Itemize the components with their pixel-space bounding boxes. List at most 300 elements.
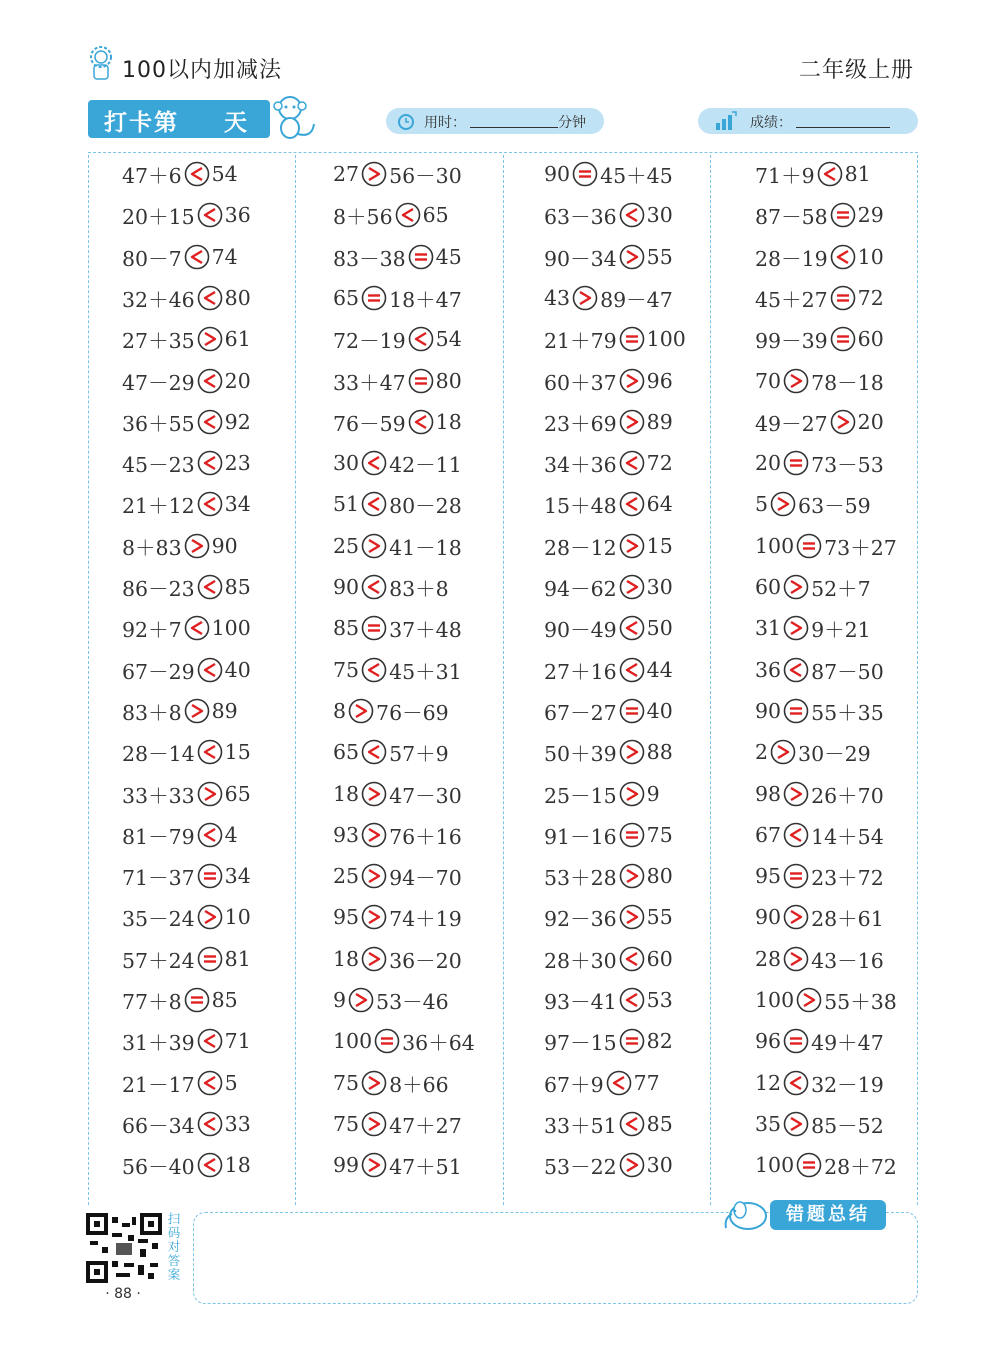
equation-left: 94－62	[544, 577, 617, 601]
greater-than-answer-icon[interactable]	[619, 863, 645, 889]
equation-right: 23＋72	[811, 866, 884, 891]
equation-left: 96	[755, 1029, 782, 1054]
equals-answer-icon[interactable]	[619, 326, 645, 352]
equation-left: 91－16	[544, 824, 617, 849]
equation-left: 36	[755, 657, 782, 682]
equation-right: 18＋47	[389, 287, 462, 312]
equation-row	[544, 655, 673, 685]
equation-left: 35	[755, 1111, 782, 1136]
equation-left: 100	[333, 1029, 373, 1054]
equals-answer-icon[interactable]	[197, 863, 223, 889]
greater-than-answer-icon[interactable]	[361, 161, 387, 187]
equation-row	[755, 1026, 884, 1056]
equation-row	[333, 613, 462, 643]
equation-row	[755, 366, 884, 396]
less-than-answer-icon[interactable]	[197, 1028, 223, 1054]
equation-row	[755, 820, 884, 850]
equals-answer-icon[interactable]	[619, 698, 645, 724]
less-than-answer-icon[interactable]	[783, 657, 809, 683]
equation-left: 28＋30	[544, 948, 617, 973]
equation-right: 32－19	[811, 1072, 884, 1097]
equation-left: 25	[333, 533, 360, 558]
equation-right: 20	[224, 368, 251, 393]
equation-row	[333, 1109, 462, 1139]
equation-row	[755, 737, 871, 767]
greater-than-answer-icon[interactable]	[619, 368, 645, 394]
score-field	[698, 108, 918, 134]
equation-row	[544, 159, 673, 189]
time-blank[interactable]	[470, 127, 558, 128]
checkin-banner	[88, 100, 270, 138]
equation-row	[122, 1150, 251, 1180]
greater-than-answer-icon[interactable]	[783, 946, 809, 972]
equation-left: 75	[333, 1111, 360, 1136]
score-blank[interactable]	[796, 127, 890, 128]
equation-row	[122, 613, 251, 643]
greater-than-answer-icon[interactable]	[197, 904, 223, 930]
column-divider	[295, 155, 296, 1205]
less-than-answer-icon[interactable]	[197, 1070, 223, 1096]
greater-than-answer-icon[interactable]	[619, 409, 645, 435]
equation-left: 95	[755, 864, 782, 889]
equals-answer-icon[interactable]	[796, 533, 822, 559]
equation-row	[333, 1026, 475, 1056]
equation-right: 53－46	[376, 990, 449, 1014]
equals-answer-icon[interactable]	[619, 822, 645, 848]
equation-row	[755, 696, 884, 726]
equation-row	[755, 283, 884, 313]
greater-than-answer-icon[interactable]	[796, 987, 822, 1013]
equation-row	[544, 572, 673, 602]
equation-left: 27	[333, 162, 360, 186]
equals-answer-icon[interactable]	[408, 244, 434, 270]
greater-than-answer-icon[interactable]	[361, 822, 387, 848]
less-than-answer-icon[interactable]	[619, 491, 645, 517]
less-than-answer-icon[interactable]	[361, 739, 387, 765]
equation-left: 93	[333, 822, 360, 847]
equation-row	[122, 1026, 251, 1056]
equation-right: 80	[646, 864, 673, 889]
equation-left: 47－29	[122, 370, 195, 395]
worksheet-left-border	[88, 155, 89, 1205]
equation-left: 90	[333, 575, 360, 599]
equation-left: 28	[755, 946, 782, 971]
less-than-answer-icon[interactable]	[361, 450, 387, 476]
equation-right: 36	[224, 203, 251, 228]
less-than-answer-icon[interactable]	[408, 409, 434, 435]
equation-left: 33＋33	[122, 783, 195, 808]
time-field	[386, 108, 604, 134]
greater-than-answer-icon[interactable]	[361, 1152, 387, 1178]
greater-than-answer-icon[interactable]	[619, 1152, 645, 1178]
equation-right: 61	[224, 327, 251, 352]
equation-left: 21＋12	[122, 494, 195, 519]
equation-right: 30－29	[798, 742, 871, 767]
equation-row	[755, 200, 884, 230]
equation-row	[544, 613, 673, 643]
greater-than-answer-icon[interactable]	[361, 863, 387, 889]
equation-right: 83＋8	[389, 577, 449, 601]
equation-row	[544, 737, 673, 767]
equation-row	[122, 944, 251, 974]
greater-than-answer-icon[interactable]	[783, 781, 809, 807]
equation-right: 20	[857, 409, 884, 434]
equation-row	[333, 200, 449, 230]
greater-than-answer-icon[interactable]	[361, 904, 387, 930]
equation-right: 87－50	[811, 659, 884, 684]
greater-than-answer-icon[interactable]	[572, 285, 598, 311]
less-than-answer-icon[interactable]	[197, 657, 223, 683]
day-label: 天	[224, 110, 247, 136]
equation-row	[122, 489, 251, 519]
equation-left: 95	[333, 905, 360, 930]
equation-left: 50＋39	[544, 742, 617, 767]
equation-row	[544, 861, 673, 891]
less-than-answer-icon[interactable]	[184, 244, 210, 270]
equation-left: 98	[755, 781, 782, 806]
greater-than-answer-icon[interactable]	[361, 1111, 387, 1137]
equation-left: 60	[755, 575, 782, 599]
less-than-answer-icon[interactable]	[197, 450, 223, 476]
less-than-answer-icon[interactable]	[783, 1070, 809, 1096]
equation-row	[755, 655, 884, 685]
equation-row	[122, 324, 251, 354]
equals-answer-icon[interactable]	[408, 368, 434, 394]
greater-than-answer-icon[interactable]	[348, 987, 374, 1013]
equation-right: 96	[646, 368, 673, 393]
less-than-answer-icon[interactable]	[197, 822, 223, 848]
greater-than-answer-icon[interactable]	[619, 244, 645, 270]
equation-left: 36＋55	[122, 411, 195, 436]
equation-right: 10	[857, 244, 884, 269]
equation-left: 27＋16	[544, 659, 617, 684]
equation-row	[544, 820, 673, 850]
equation-row	[544, 1068, 660, 1098]
equation-right: 14＋54	[811, 824, 884, 849]
equation-left: 63－36	[544, 205, 617, 230]
equation-row	[755, 1150, 897, 1180]
equation-row	[544, 902, 673, 932]
less-than-answer-icon[interactable]	[197, 202, 223, 228]
less-than-answer-icon[interactable]	[619, 946, 645, 972]
greater-than-answer-icon[interactable]	[361, 1070, 387, 1096]
equation-row	[755, 159, 871, 189]
less-than-answer-icon[interactable]	[817, 161, 843, 187]
equation-right: 74＋19	[389, 907, 462, 932]
equation-row	[755, 779, 884, 809]
equation-left: 100	[755, 1153, 795, 1178]
equation-row	[544, 283, 673, 313]
less-than-answer-icon[interactable]	[197, 491, 223, 517]
equation-row	[544, 489, 673, 519]
equation-left: 20	[755, 451, 782, 476]
less-than-answer-icon[interactable]	[184, 161, 210, 187]
equation-right: 40	[646, 698, 673, 723]
equals-answer-icon[interactable]	[361, 615, 387, 641]
greater-than-answer-icon[interactable]	[361, 946, 387, 972]
equation-right: 80	[224, 285, 251, 310]
equation-row	[333, 159, 462, 189]
equation-left: 77＋8	[122, 990, 182, 1014]
equals-answer-icon[interactable]	[184, 987, 210, 1013]
greater-than-answer-icon[interactable]	[184, 698, 210, 724]
equation-right: 56－30	[389, 164, 462, 188]
equation-right: 47－30	[389, 783, 462, 808]
equals-answer-icon[interactable]	[374, 1028, 400, 1054]
equation-right: 92	[224, 409, 251, 434]
qr-code-icon[interactable]	[86, 1213, 162, 1283]
equation-right: 55＋35	[811, 700, 884, 725]
less-than-answer-icon[interactable]	[619, 1111, 645, 1137]
greater-than-answer-icon[interactable]	[770, 739, 796, 765]
equation-right: 81	[844, 162, 871, 186]
less-than-answer-icon[interactable]	[619, 987, 645, 1013]
greater-than-answer-icon[interactable]	[361, 781, 387, 807]
equation-row	[122, 985, 238, 1015]
equation-left: 21＋79	[544, 329, 617, 354]
time-label: 用时：	[424, 115, 466, 131]
less-than-answer-icon[interactable]	[197, 739, 223, 765]
equation-left: 100	[755, 533, 795, 558]
mistake-summary-label: 错题总结	[770, 1200, 886, 1230]
equation-left: 30	[333, 451, 360, 476]
equation-right: 36－20	[389, 948, 462, 973]
equation-right: 42－11	[389, 453, 462, 478]
equation-left: 90－49	[544, 618, 617, 643]
equation-left: 45－23	[122, 453, 195, 478]
equation-right: 73＋27	[824, 535, 897, 560]
equation-row	[544, 1026, 673, 1056]
worksheet-top-border	[88, 152, 918, 153]
equation-row	[122, 861, 251, 891]
equals-answer-icon[interactable]	[830, 326, 856, 352]
less-than-answer-icon[interactable]	[619, 202, 645, 228]
equals-answer-icon[interactable]	[796, 1152, 822, 1178]
grade-label: 二年级上册	[798, 58, 914, 83]
alarm-clock-icon	[396, 111, 416, 131]
equation-row	[755, 985, 897, 1015]
greater-than-answer-icon[interactable]	[619, 739, 645, 765]
greater-than-answer-icon[interactable]	[783, 574, 809, 600]
equation-row	[755, 944, 884, 974]
equation-row	[544, 696, 673, 726]
less-than-answer-icon[interactable]	[197, 409, 223, 435]
equation-row	[122, 696, 238, 726]
equation-left: 76－59	[333, 411, 406, 436]
less-than-answer-icon[interactable]	[619, 615, 645, 641]
greater-than-answer-icon[interactable]	[783, 368, 809, 394]
equals-answer-icon[interactable]	[830, 285, 856, 311]
greater-than-answer-icon[interactable]	[619, 533, 645, 559]
equation-row	[755, 448, 884, 478]
equals-answer-icon[interactable]	[783, 450, 809, 476]
equation-right: 55＋38	[824, 990, 897, 1014]
equation-left: 57＋24	[122, 948, 195, 973]
less-than-answer-icon[interactable]	[783, 822, 809, 848]
greater-than-answer-icon[interactable]	[783, 615, 809, 641]
equation-left: 67－29	[122, 659, 195, 684]
equation-left: 49－27	[755, 411, 828, 436]
equation-left: 18	[333, 946, 360, 971]
equation-left: 31＋39	[122, 1031, 195, 1056]
equation-right: 88	[646, 740, 673, 765]
equation-row	[755, 242, 884, 272]
equation-right: 78－18	[811, 370, 884, 395]
equation-right: 81	[224, 946, 251, 971]
page-number: · 88 ·	[105, 1286, 141, 1302]
scan-answer-text: 扫码对答案	[167, 1211, 181, 1282]
equation-row	[333, 985, 449, 1015]
equation-row	[122, 737, 251, 767]
greater-than-answer-icon[interactable]	[348, 698, 374, 724]
equation-right: 43－16	[811, 948, 884, 973]
equation-right: 89	[646, 409, 673, 434]
less-than-answer-icon[interactable]	[830, 244, 856, 270]
elephant-mascot-icon	[718, 1196, 774, 1232]
equation-left: 90	[755, 905, 782, 930]
greater-than-answer-icon[interactable]	[619, 781, 645, 807]
equation-row	[755, 613, 871, 643]
equation-right: 30	[646, 575, 673, 599]
equals-answer-icon[interactable]	[197, 946, 223, 972]
equation-right: 37＋48	[389, 618, 462, 643]
equation-left: 70	[755, 368, 782, 393]
equation-left: 47＋6	[122, 164, 182, 188]
equation-left: 18	[333, 781, 360, 806]
equation-left: 12	[755, 1070, 782, 1095]
equals-answer-icon[interactable]	[783, 698, 809, 724]
equation-left: 51	[333, 492, 360, 517]
equation-left: 99	[333, 1153, 360, 1178]
less-than-answer-icon[interactable]	[395, 202, 421, 228]
equation-right: 28＋72	[824, 1155, 897, 1180]
equation-right: 60	[646, 946, 673, 971]
equation-row	[333, 1150, 462, 1180]
column-divider	[710, 155, 711, 1205]
equation-left: 28－14	[122, 742, 195, 767]
equation-left: 90	[544, 162, 571, 186]
less-than-answer-icon[interactable]	[197, 285, 223, 311]
equation-right: 44	[646, 657, 673, 682]
equation-right: 30	[646, 203, 673, 228]
less-than-answer-icon[interactable]	[197, 1152, 223, 1178]
equation-right: 75	[646, 822, 673, 847]
less-than-answer-icon[interactable]	[408, 326, 434, 352]
greater-than-answer-icon[interactable]	[619, 574, 645, 600]
less-than-answer-icon[interactable]	[361, 574, 387, 600]
bar-chart-icon	[714, 111, 738, 131]
equation-right: 45	[435, 244, 462, 269]
equation-right: 10	[224, 905, 251, 930]
equation-left: 93－41	[544, 990, 617, 1014]
equation-right: 8＋66	[389, 1072, 449, 1097]
equation-left: 20＋15	[122, 205, 195, 230]
equation-left: 8＋83	[122, 535, 182, 560]
greater-than-answer-icon[interactable]	[197, 781, 223, 807]
equation-left: 45＋27	[755, 287, 828, 312]
greater-than-answer-icon[interactable]	[770, 491, 796, 517]
equation-right: 34	[224, 864, 251, 889]
less-than-answer-icon[interactable]	[619, 450, 645, 476]
equals-answer-icon[interactable]	[783, 1028, 809, 1054]
equation-right: 64	[646, 492, 673, 517]
equals-answer-icon[interactable]	[783, 863, 809, 889]
equation-right: 50	[646, 616, 673, 641]
equation-right: 54	[211, 162, 238, 186]
greater-than-answer-icon[interactable]	[830, 409, 856, 435]
equation-row	[122, 531, 238, 561]
equation-row	[544, 448, 673, 478]
equation-right: 9	[646, 781, 660, 806]
equation-row	[333, 779, 462, 809]
equation-left: 15＋48	[544, 494, 617, 519]
less-than-answer-icon[interactable]	[361, 657, 387, 683]
less-than-answer-icon[interactable]	[197, 574, 223, 600]
equation-left: 33＋51	[544, 1113, 617, 1138]
equation-row	[122, 779, 251, 809]
equation-right: 89	[211, 698, 238, 723]
less-than-answer-icon[interactable]	[361, 491, 387, 517]
equation-row	[333, 1068, 449, 1098]
equation-left: 80－7	[122, 246, 182, 271]
equation-row	[333, 572, 449, 602]
equals-answer-icon[interactable]	[572, 161, 598, 187]
equation-row	[122, 820, 238, 850]
equation-right: 65	[422, 203, 449, 228]
equation-left: 27＋35	[122, 329, 195, 354]
equation-left: 32＋46	[122, 287, 195, 312]
equation-left: 67－27	[544, 700, 617, 725]
equation-right: 80	[435, 368, 462, 393]
equation-left: 43	[544, 285, 571, 310]
less-than-answer-icon[interactable]	[197, 1111, 223, 1137]
equation-right: 55	[646, 244, 673, 269]
less-than-answer-icon[interactable]	[197, 368, 223, 394]
greater-than-answer-icon[interactable]	[783, 904, 809, 930]
equation-right: 80－28	[389, 494, 462, 519]
equation-right: 9＋21	[811, 618, 871, 643]
equation-row	[333, 820, 462, 850]
greater-than-answer-icon[interactable]	[361, 533, 387, 559]
equation-row	[122, 1109, 251, 1139]
greater-than-answer-icon[interactable]	[619, 904, 645, 930]
less-than-answer-icon[interactable]	[619, 657, 645, 683]
equation-row	[544, 242, 673, 272]
equation-row	[333, 861, 462, 891]
equation-right: 72	[857, 285, 884, 310]
equals-answer-icon[interactable]	[830, 202, 856, 228]
equation-row	[333, 242, 462, 272]
equation-right: 76＋16	[389, 824, 462, 849]
greater-than-answer-icon[interactable]	[184, 533, 210, 559]
less-than-answer-icon[interactable]	[606, 1070, 632, 1096]
equation-row	[544, 1109, 673, 1139]
equation-row	[122, 283, 251, 313]
equals-answer-icon[interactable]	[361, 285, 387, 311]
equation-row	[544, 779, 660, 809]
equation-row	[333, 283, 462, 313]
equation-right: 100	[211, 616, 251, 641]
greater-than-answer-icon[interactable]	[197, 326, 223, 352]
equals-answer-icon[interactable]	[619, 1028, 645, 1054]
equation-row	[755, 1109, 884, 1139]
equation-right: 23	[224, 451, 251, 476]
equation-left: 53－22	[544, 1155, 617, 1180]
less-than-answer-icon[interactable]	[184, 615, 210, 641]
equation-left: 8＋56	[333, 205, 393, 230]
greater-than-answer-icon[interactable]	[783, 1111, 809, 1137]
equation-right: 60	[857, 327, 884, 352]
